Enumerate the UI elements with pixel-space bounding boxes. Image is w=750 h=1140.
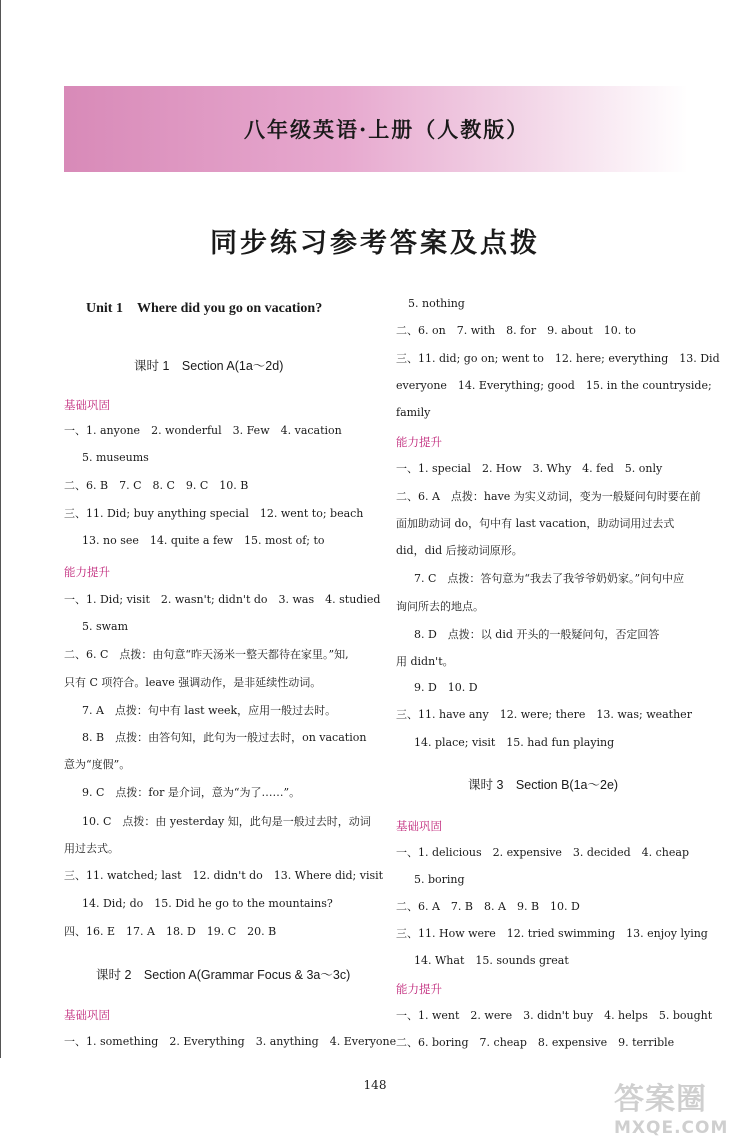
answer-line: 二、6. A 点拨：have 为实义动词，变为一般疑问句时要在前 [396, 490, 701, 503]
section-heading: 能力提升 [396, 982, 442, 996]
answer-line: 一、1. Did; visit 2. wasn't; didn't do 3. was 4. studied [64, 593, 381, 606]
banner-title: 八年级英语·上册（人教版） [244, 117, 530, 142]
lesson-title: 课时 3 Section B(1a～2e) [468, 778, 619, 792]
answer-line: 面加助动词 do，句中有 last vacation，助动词用过去式 [396, 517, 675, 530]
answer-line: 询问所去的地点。 [396, 600, 484, 613]
header-banner [64, 86, 688, 172]
answer-line: 8. D 点拨：以 did 开头的一般疑问句，否定回答 [414, 628, 660, 641]
answer-line: 三、11. did; go on; went to 12. here; everything 13. Did [396, 352, 720, 365]
section-heading: 能力提升 [396, 435, 442, 449]
answer-line: 5. museums [82, 451, 149, 464]
answer-line: 5. nothing [408, 297, 465, 310]
section-heading: 能力提升 [64, 565, 110, 579]
answer-line: 四、16. E 17. A 18. D 19. C 20. B [64, 925, 277, 938]
watermark-top: 答案圈 [614, 1082, 707, 1117]
answer-line: 二、6. A 7. B 8. A 9. B 10. D [396, 900, 580, 913]
answer-line: 意为“度假”。 [64, 758, 131, 771]
section-heading: 基础巩固 [64, 1008, 110, 1022]
lesson-title: 课时 1 Section A(1a～2d) [134, 359, 284, 373]
watermark-logo [614, 1074, 734, 1138]
answer-line: 用过去式。 [64, 842, 119, 855]
answer-line: 14. place; visit 15. had fun playing [414, 736, 615, 749]
answer-line: 8. B 点拨：由答句知，此句为一般过去时，on vacation [82, 731, 367, 744]
answer-line: 只有 C 项符合。leave 强调动作，是非延续性动词。 [64, 676, 322, 689]
answer-line: 14. What 15. sounds great [414, 954, 569, 967]
lesson-title: 课时 2 Section A(Grammar Focus & 3a～3c) [96, 968, 351, 982]
section-heading: 基础巩固 [64, 398, 110, 412]
answer-line: 7. A 点拨：句中有 last week，应用一般过去时。 [82, 704, 337, 717]
page-number: 148 [363, 1078, 387, 1092]
answer-line: 用 didn't。 [396, 655, 454, 668]
answer-line: 13. no see 14. quite a few 15. most of; to [82, 534, 325, 547]
answer-line: 二、6. on 7. with 8. for 9. about 10. to [396, 324, 636, 337]
answer-line: 二、6. C 点拨：由句意“昨天汤米一整天都待在家里。”知, [64, 648, 349, 661]
answer-line: 一、1. went 2. were 3. didn't buy 4. helps 5. bought [396, 1009, 713, 1022]
answer-line: 二、6. B 7. C 8. C 9. C 10. B [64, 479, 249, 492]
answer-line: 二、6. boring 7. cheap 8. expensive 9. terrible [396, 1036, 675, 1049]
answer-line: 10. C 点拨：由 yesterday 知，此句是一般过去时，动词 [82, 815, 371, 828]
answer-line: 一、1. something 2. Everything 3. anything 4. Everyone [64, 1035, 397, 1048]
answer-line: 三、11. watched; last 12. didn't do 13. Where did; visit [64, 869, 384, 882]
page-title: 同步练习参考答案及点拨 [210, 228, 540, 259]
answer-line: 9. C 点拨：for 是介词，意为“为了……”。 [82, 786, 301, 799]
answer-line: 7. C 点拨：答句意为“我去了我爷爷奶奶家。”问句中应 [414, 572, 685, 585]
answer-line: 一、1. special 2. How 3. Why 4. fed 5. only [396, 462, 663, 475]
answer-line: 三、11. Did; buy anything special 12. went to; beach [64, 507, 364, 520]
answer-line: everyone 14. Everything; good 15. in the countryside; [396, 379, 712, 392]
answer-line: did，did 后接动词原形。 [396, 544, 523, 557]
watermark-bottom: MXQE.COM [614, 1118, 729, 1138]
answer-line: 一、1. anyone 2. wonderful 3. Few 4. vacation [64, 424, 342, 437]
unit-title: Unit 1 Where did you go on vacation? [86, 301, 323, 316]
answer-line: 三、11. How were 12. tried swimming 13. enjoy lying [396, 927, 708, 940]
answer-line: 14. Did; do 15. Did he go to the mountains? [82, 897, 333, 910]
answer-line: 一、1. delicious 2. expensive 3. decided 4. cheap [396, 846, 689, 859]
answer-line: 5. boring [414, 873, 465, 886]
answer-line: 三、11. have any 12. were; there 13. was; weather [396, 708, 692, 721]
answer-line: 9. D 10. D [414, 681, 478, 694]
answer-line: family [396, 406, 431, 419]
answer-line: 5. swam [82, 620, 129, 633]
column-divider [0, 0, 1, 1058]
section-heading: 基础巩固 [396, 819, 442, 833]
